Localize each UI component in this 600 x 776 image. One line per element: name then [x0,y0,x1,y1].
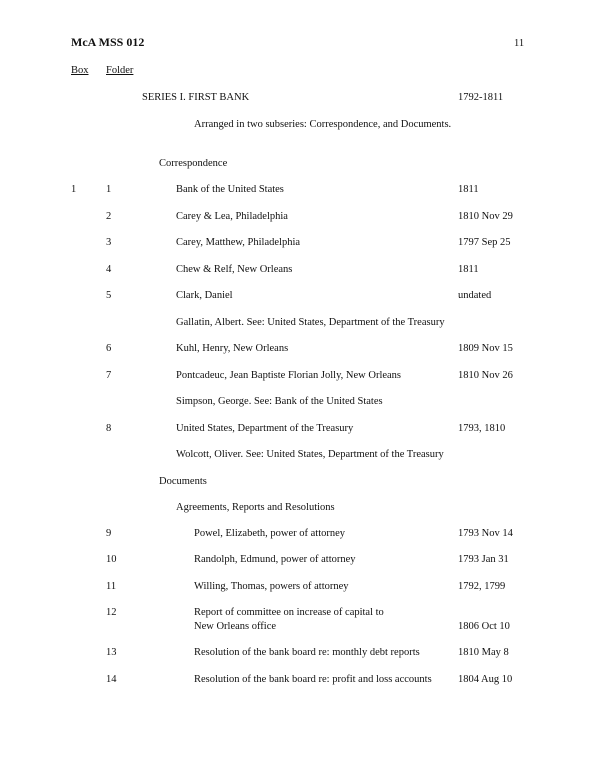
folder-number: 12 [106,607,117,618]
folder-number: 14 [106,674,117,685]
item-title: Kuhl, Henry, New Orleans [176,343,289,354]
subseries-documents: Documents [159,476,207,487]
folder-number: 11 [106,581,117,592]
item-date: 1806 Oct 10 [458,621,510,632]
item-date: 1793 Jan 31 [458,554,509,565]
item-date: 1792, 1799 [458,581,506,592]
item-title: Resolution of the bank board re: profit and loss accounts [194,674,432,685]
box-column-header: Box [71,65,89,76]
item-date: 1810 Nov 26 [458,370,513,381]
folder-number: 4 [106,264,112,275]
item-title: Simpson, George. See: Bank of the United States [176,396,383,407]
item-title: Pontcadeuc, Jean Baptiste Florian Jolly, New Orleans [176,370,402,381]
item-title: United States, Department of the Treasury [176,423,354,434]
item-title: Report of committee on increase of capital to [194,607,384,618]
folder-number: 3 [106,237,112,248]
folder-number: 1 [106,184,112,195]
folder-number: 8 [106,423,112,434]
item-date: 1804 Aug 10 [458,674,513,685]
box-number: 1 [71,184,77,195]
folder-number: 5 [106,290,112,301]
item-date: 1793, 1810 [458,423,506,434]
item-title: Clark, Daniel [176,290,233,301]
item-date: 1811 [458,264,479,275]
folder-number: 7 [106,370,112,381]
item-title: Chew & Relf, New Orleans [176,264,293,275]
item-date: 1809 Nov 15 [458,343,513,354]
item-title: Wolcott, Oliver. See: United States, Department of the Treasury [176,449,444,460]
item-date: 1810 May 8 [458,647,509,658]
subseries-correspondence: Correspondence [159,158,228,169]
item-title: Resolution of the bank board re: monthly debt reports [194,647,420,658]
folder-number: 2 [106,211,112,222]
series-arrangement: Arranged in two subseries: Correspondence, and Documents. [194,119,452,130]
subseries-agreements: Agreements, Reports and Resolutions [176,502,335,513]
series-dates: 1792-1811 [458,92,504,103]
series-title: SERIES I. FIRST BANK [142,92,250,103]
item-date: undated [458,290,492,301]
item-title: Carey & Lea, Philadelphia [176,211,288,222]
item-title: Gallatin, Albert. See: United States, Department of the Treasury [176,317,445,328]
item-date: 1797 Sep 25 [458,237,511,248]
folder-number: 9 [106,528,112,539]
item-title-continued: New Orleans office [194,621,277,632]
folder-number: 6 [106,343,112,354]
folder-number: 13 [106,647,117,658]
folder-number: 10 [106,554,117,565]
item-title: Powel, Elizabeth, power of attorney [194,528,346,539]
item-title: Carey, Matthew, Philadelphia [176,237,301,248]
item-date: 1810 Nov 29 [458,211,513,222]
collection-id: McA MSS 012 [71,35,145,49]
item-date: 1793 Nov 14 [458,528,513,539]
item-title: Bank of the United States [176,184,284,195]
page-number: 11 [514,38,525,49]
item-title: Randolph, Edmund, power of attorney [194,554,356,565]
folder-column-header: Folder [106,65,134,76]
item-date: 1811 [458,184,479,195]
item-title: Willing, Thomas, powers of attorney [194,581,349,592]
